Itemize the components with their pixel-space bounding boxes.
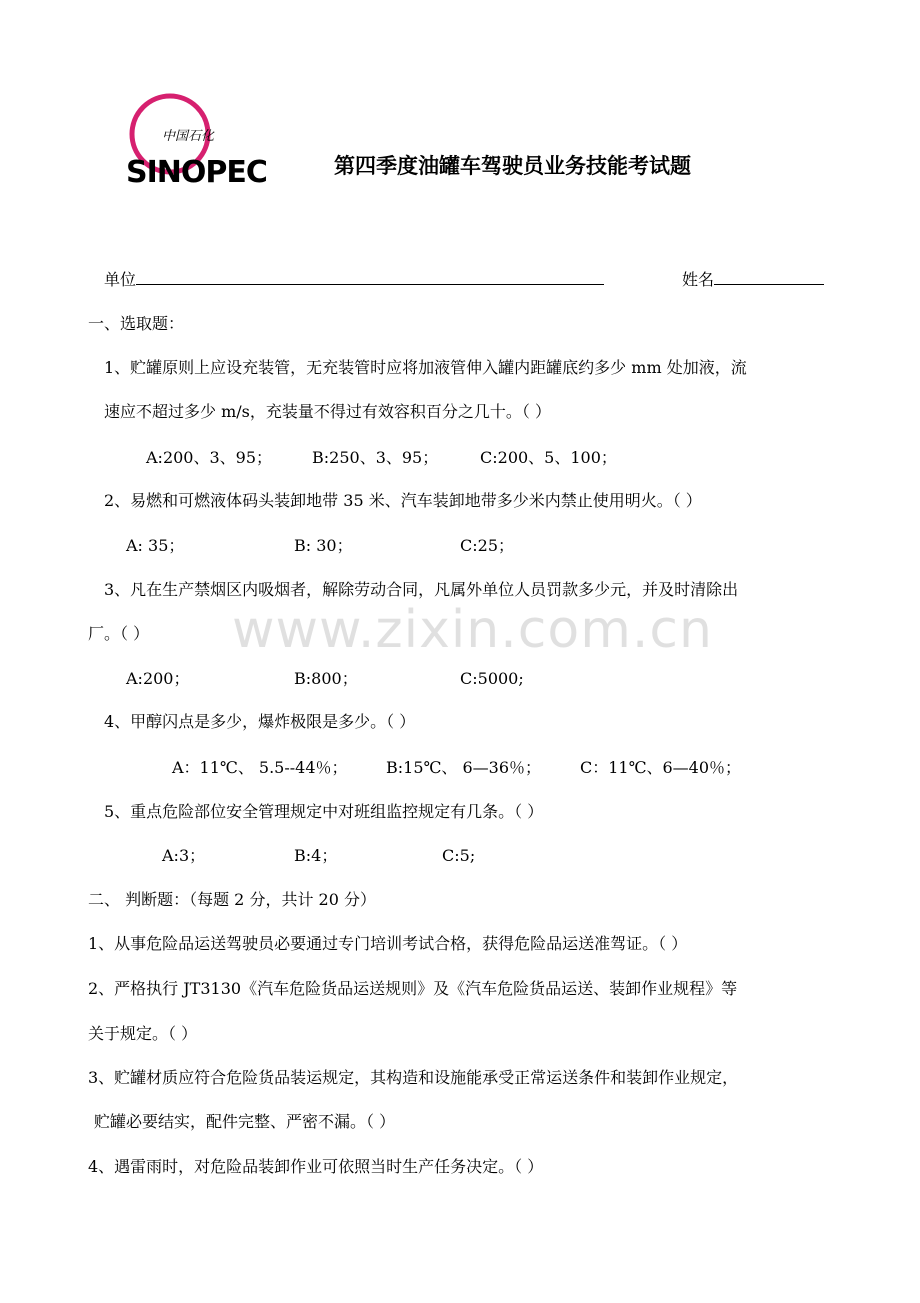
- svg-text:中国石化: 中国石化: [162, 129, 215, 144]
- q3-line1: 3、凡在生产禁烟区内吸烟者，解除劳动合同，凡属外单位人员罚款多少元，并及时清除出: [104, 580, 739, 599]
- q4-option-a: A：11℃、 5.5--44％；: [172, 758, 348, 777]
- q3-option-c: C:5000;: [460, 669, 524, 688]
- watermark: www.zixin.com.cn: [232, 600, 713, 660]
- j3-line1: 3、贮罐材质应符合危险货品装运规定，其构造和设施能承受正常运送条件和装卸作业规定，: [88, 1068, 739, 1087]
- section1-heading: 一、选取题：: [88, 314, 185, 333]
- q5-option-a: A:3；: [162, 846, 206, 865]
- q1-option-b: B:250、3、95；: [312, 448, 439, 467]
- page-title: 第四季度油罐车驾驶员业务技能考试题: [334, 154, 691, 178]
- q4-option-c: C：11℃、6—40％；: [580, 758, 742, 777]
- q2-option-a: A: 35；: [126, 536, 185, 555]
- j4-line1: 4、遇雷雨时，对危险品装卸作业可依照当时生产任务决定。（ ）: [88, 1157, 544, 1176]
- q1-line2: 速应不超过多少 m/s，充装量不得过有效容积百分之几十。（ ）: [104, 402, 551, 421]
- q4-line1: 4、甲醇闪点是多少，爆炸极限是多少。（ ）: [104, 712, 416, 731]
- q5-line1: 5、重点危险部位安全管理规定中对班组监控规定有几条。（ ）: [104, 802, 544, 821]
- q1-option-a: A:200、3、95；: [146, 448, 273, 467]
- q5-option-b: B:4；: [294, 846, 338, 865]
- q4-option-b: B:15℃、 6—36％；: [386, 758, 542, 777]
- sinopec-logo: [124, 88, 267, 190]
- q5-option-c: C:5;: [442, 846, 476, 865]
- q2-line1: 2、易燃和可燃液体码头装卸地带 35 米、汽车装卸地带多少米内禁止使用明火。（ ）: [104, 491, 702, 510]
- q2-option-b: B: 30；: [294, 536, 353, 555]
- unit-blank[interactable]: [136, 268, 604, 285]
- unit-label: 单位: [104, 270, 137, 289]
- q3-line2: 厂。（ ）: [88, 624, 150, 643]
- section2-heading: 二、 判断题：（每题 2 分，共计 20 分）: [88, 890, 376, 909]
- j1-line1: 1、从事危险品运送驾驶员必要通过专门培训考试合格，获得危险品运送准驾证。（ ）: [88, 934, 688, 953]
- q2-option-c: C:25；: [460, 536, 514, 555]
- q1-line1: 1、贮罐原则上应设充装管，无充装管时应将加液管伸入罐内距罐底约多少 mm 处加液，流: [104, 358, 747, 377]
- q1-option-c: C:200、5、100；: [480, 448, 617, 467]
- name-field: [682, 268, 824, 290]
- j3-line2: 贮罐必要结实，配件完整、严密不漏。（ ）: [94, 1112, 396, 1131]
- j2-line1: 2、严格执行 JT3130《汽车危险货品运送规则》及《汽车危险货品运送、装卸作业规程》等: [88, 979, 738, 998]
- unit-field: [104, 268, 604, 290]
- svg-text:SINOPEC: SINOPEC: [126, 155, 267, 190]
- name-label: 姓名: [682, 270, 715, 289]
- q3-option-b: B:800；: [294, 669, 358, 688]
- name-blank[interactable]: [714, 268, 824, 285]
- q3-option-a: A:200；: [126, 669, 190, 688]
- j2-line2: 关于规定。（ ）: [88, 1024, 198, 1043]
